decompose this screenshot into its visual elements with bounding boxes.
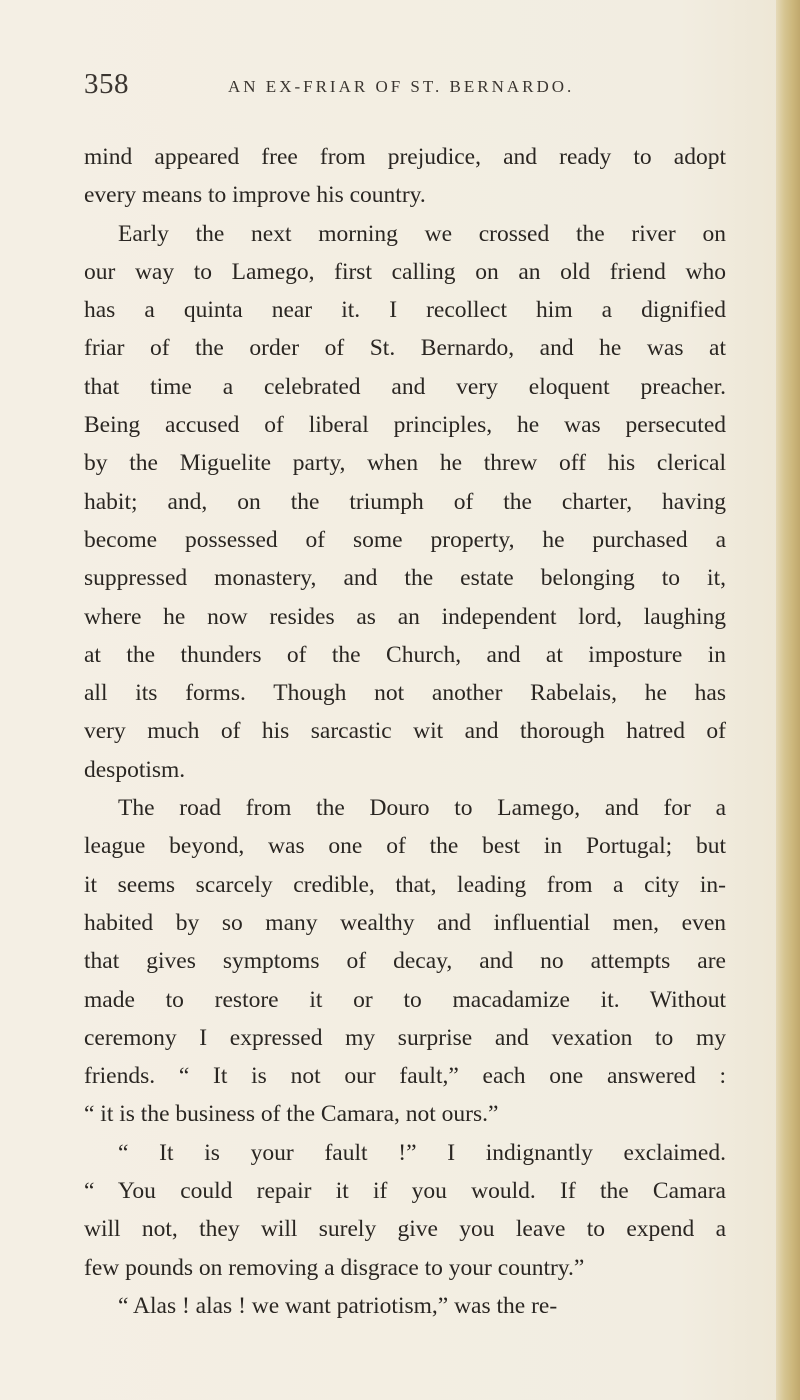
text-line: “ it is the business of the Camara, not ours.”	[84, 1101, 499, 1128]
text-line: very much of his sarcastic wit and thorough hatred of	[84, 718, 726, 745]
text-line: “ Alas ! alas ! we want patriotism,” was the re-	[118, 1292, 558, 1319]
page-number: 358	[84, 68, 129, 100]
text-line: become possessed of some property, he purchased a	[84, 526, 726, 553]
text-line: has a quinta near it. I recollect him a dignified	[84, 297, 726, 324]
text-line: by the Miguelite party, when he threw off his clerical	[84, 450, 726, 477]
text-line: Early the next morning we crossed the river on	[118, 220, 726, 247]
text-line: despotism.	[84, 756, 186, 783]
text-line: it seems scarcely credible, that, leading from a city in-	[84, 871, 726, 898]
text-line: league beyond, was one of the best in Portugal; but	[84, 833, 726, 860]
text-line: all its forms. Though not another Rabelais, he has	[84, 680, 726, 707]
text-line: habited by so many wealthy and influential men, even	[84, 909, 726, 936]
page-header	[84, 68, 726, 108]
text-line: habit; and, on the triumph of the charter, having	[84, 488, 726, 515]
text-line: mind appeared free from prejudice, and ready to adopt	[84, 144, 726, 170]
text-line: our way to Lamego, first calling on an old friend who	[84, 258, 726, 285]
text-line: where he now resides as an independent lord, laughing	[84, 603, 726, 630]
text-line: friar of the order of St. Bernardo, and he was at	[84, 335, 726, 362]
running-head: AN EX-FRIAR OF ST. BERNARDO.	[228, 77, 575, 96]
text-line: few pounds on removing a disgrace to your country.”	[84, 1254, 585, 1281]
text-line: “ It is your fault !” I indignantly exclaimed.	[118, 1139, 726, 1166]
text-line: at the thunders of the Church, and at imposture in	[84, 641, 726, 668]
text-line: friends. “ It is not our fault,” each one answered :	[84, 1063, 726, 1090]
text-line: “ You could repair it if you would. If the Camara	[84, 1178, 726, 1205]
text-line: The road from the Douro to Lamego, and for a	[118, 795, 726, 822]
text-line: will not, they will surely give you leave to expend a	[84, 1216, 726, 1243]
text-line: that gives symptoms of decay, and no attempts are	[84, 948, 726, 975]
text-line: that time a celebrated and very eloquent preacher.	[84, 373, 726, 400]
body-text	[84, 138, 726, 1325]
text-line: ceremony I expressed my surprise and vexation to my	[84, 1024, 726, 1051]
text-line: every means to improve his country.	[84, 182, 426, 209]
page-edge-stain	[776, 0, 800, 1400]
text-line: suppressed monastery, and the estate belonging to it,	[84, 565, 726, 592]
text-line: Being accused of liberal principles, he was persecuted	[84, 412, 726, 439]
text-line: made to restore it or to macadamize it. Without	[84, 986, 726, 1013]
